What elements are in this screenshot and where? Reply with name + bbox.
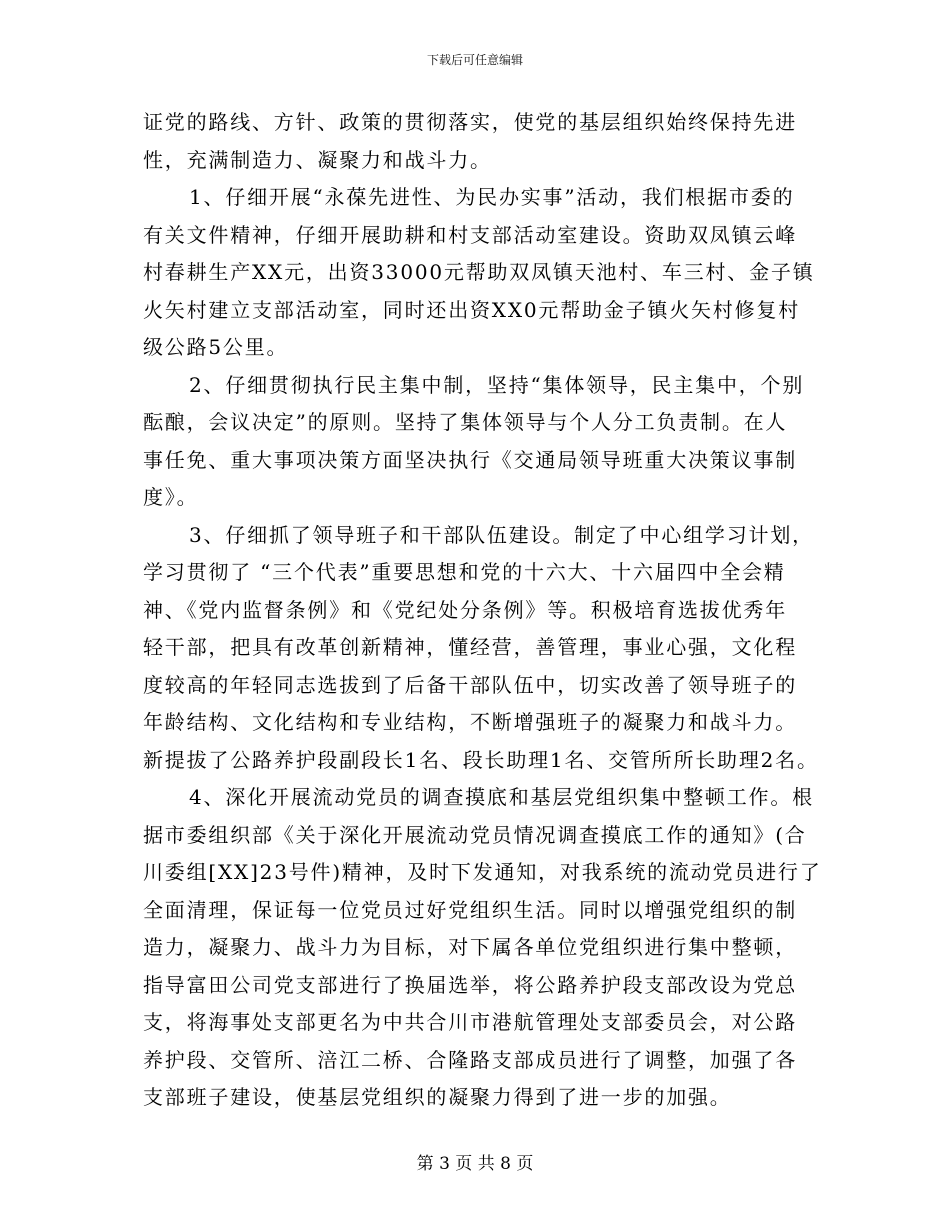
body-line: 造力，凝聚力、战斗力为目标，对下属各单位党组织进行集中整顿， — [143, 935, 797, 959]
body-line: 度较高的年轻同志选拔到了后备干部队伍中，切实改善了领导班子的 — [143, 672, 797, 697]
body-line: 学习贯彻了 “三个代表”重要思想和党的十六大、十六届四中全会精 — [143, 560, 786, 584]
body-line: 新提拔了公路养护段副段长1名、段长助理1名、交管所所长助理2名。 — [143, 747, 819, 772]
body-line: 酝酿，会议决定”的原则。坚持了集体领导与个人分工负责制。在人 — [143, 410, 788, 434]
body-line: 火矢村建立支部活动室，同时还出资XX0元帮助金子镇火矢村修复村 — [143, 297, 801, 322]
body-line: 支部班子建设，使基层党组织的凝聚力得到了进一步的加强。 — [143, 1085, 732, 1109]
body-line: 级公路5公里。 — [143, 335, 289, 359]
page-footer: 第 3 页 共 8 页 — [416, 1154, 534, 1174]
body-line: 事任免、重大事项决策方面坚决执行《交通局领导班重大决策议事制 — [143, 447, 797, 472]
body-line: 支，将海事处支部更名为中共合川市港航管理处支部委员会，对公路 — [143, 1010, 797, 1034]
body-line: 轻干部，把具有改革创新精神，懂经营，善管理，事业心强，文化程 — [143, 635, 797, 659]
paragraph-start-line: 2、仔细贯彻执行民主集中制，坚持“集体领导，民主集中，个别 — [189, 372, 805, 397]
paragraph-start-line: 1、仔细开展“永葆先进性、为民办实事”活动，我们根据市委的 — [189, 185, 795, 209]
body-line: 全面清理，保证每一位党员过好党组织生活。同时以增强党组织的制 — [143, 897, 797, 922]
body-line: 度》。 — [143, 485, 199, 509]
paragraph-start-line: 4、深化开展流动党员的调查摸底和基层党组织集中整顿工作。根 — [189, 785, 814, 809]
body-line: 据市委组织部《关于深化开展流动党员情况调查摸底工作的通知》(合 — [143, 822, 807, 847]
body-line: 性，充满制造力、凝聚力和战斗力。 — [143, 147, 492, 172]
body-line: 神、《党内监督条例》和《党纪处分条例》等。积极培育选拔优秀年 — [143, 597, 787, 622]
paragraph-start-line: 3、仔细抓了领导班子和干部队伍建设。制定了中心组学习计划， — [189, 522, 814, 547]
body-line: 养护段、交管所、涪江二桥、合隆路支部成员进行了调整，加强了各 — [143, 1047, 797, 1072]
body-line: 川委组[XX]23号件)精神，及时下发通知，对我系统的流动党员进行了 — [143, 860, 822, 884]
body-line: 年龄结构、文化结构和专业结构，不断增强班子的凝聚力和战斗力。 — [143, 710, 797, 734]
body-line: 证党的路线、方针、政策的贯彻落实，使党的基层组织始终保持先进 — [143, 110, 797, 134]
body-line: 村春耕生产XX元，出资33000元帮助双凤镇天池村、车三村、金子镇 — [143, 260, 815, 284]
body-text — [143, 104, 823, 1117]
body-line: 指导富田公司党支部进行了换届选举，将公路养护段支部改设为党总 — [143, 972, 797, 997]
body-line: 有关文件精神，仔细开展助耕和村支部活动室建设。资助双凤镇云峰 — [143, 222, 797, 247]
page-header: 下载后可任意编辑 — [426, 53, 523, 67]
